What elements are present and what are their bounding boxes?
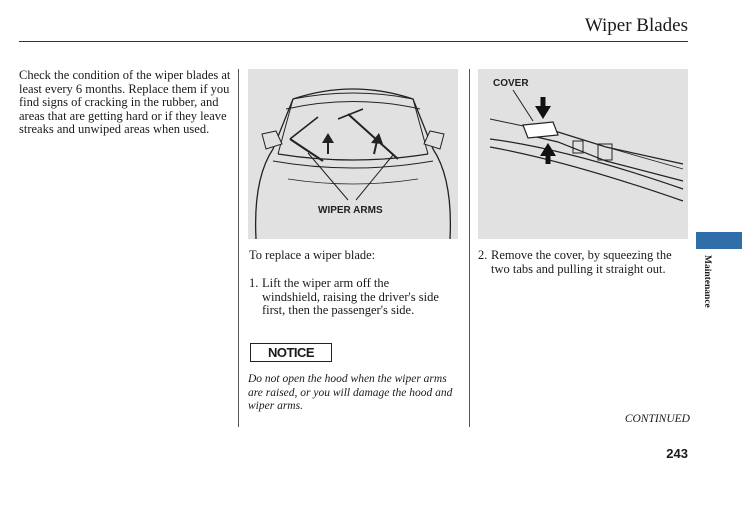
step-2-number: 2. [478, 248, 488, 262]
section-tab [696, 232, 742, 249]
step-2-text: Remove the cover, by squeezing the two tabs and pulling it straight out. [491, 248, 672, 276]
side-section-label [700, 255, 712, 325]
wiper-arms-label: WIPER ARMS [318, 205, 383, 216]
wiper-arms-illustration [248, 69, 458, 239]
step-1 [249, 277, 449, 318]
title-rule [19, 41, 688, 42]
page-title: Wiper Blades [584, 15, 688, 36]
replace-intro: To replace a wiper blade: [249, 248, 376, 262]
continued-label: CONTINUED [624, 413, 690, 425]
column-divider-right [469, 69, 470, 427]
side-section-text: Maintenance [702, 255, 712, 308]
cover-illustration [478, 69, 688, 239]
intro-paragraph: Check the condition of the wiper blades at least every 6 months. Replace them if you find signs of cracking in the rubber, and areas that are getting hard or if they leave streaks and unwiped areas when used. [19, 68, 231, 137]
cover-label: COVER [493, 78, 529, 89]
figure-cover [478, 69, 688, 239]
step-1-text: Lift the wiper arm off the windshield, raising the driver's side first, then the passenger's side. [262, 276, 439, 318]
step-2 [478, 249, 688, 276]
step-1-number: 1. [249, 276, 259, 290]
notice-badge: NOTICE [250, 343, 332, 362]
notice-text: Do not open the hood when the wiper arms are raised, or you will damage the hood and wiper arms. [248, 373, 453, 413]
column-divider-left [238, 69, 239, 427]
figure-wiper-arms [248, 69, 458, 239]
page-number: 243 [666, 446, 688, 461]
